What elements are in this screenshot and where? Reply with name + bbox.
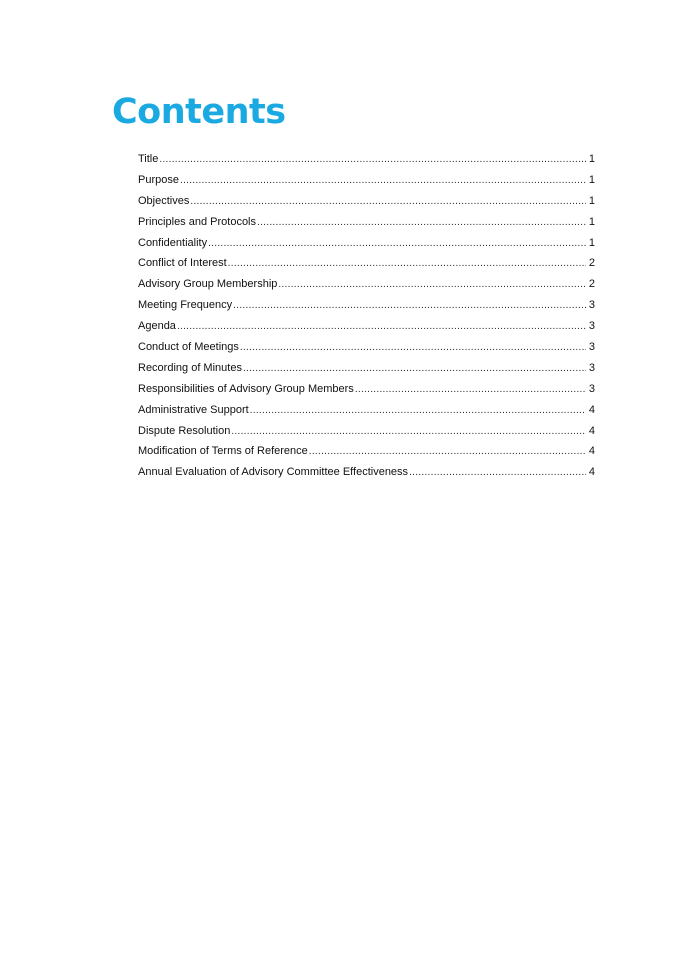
toc-entry-label: Confidentiality xyxy=(138,236,208,249)
toc-entry-label: Administrative Support xyxy=(138,403,249,416)
toc-entry-page-number: 1 xyxy=(588,153,595,165)
toc-entry[interactable] xyxy=(138,466,595,487)
toc-entry-page-number: 1 xyxy=(588,173,595,186)
toc-entry[interactable] xyxy=(138,174,595,195)
toc-entry-label: Objectives xyxy=(138,194,190,207)
toc-entry-page-number: 3 xyxy=(588,382,595,395)
toc-entry-page-number: 4 xyxy=(588,445,595,458)
toc-entry[interactable] xyxy=(138,195,595,216)
dot-leader xyxy=(240,342,586,353)
toc-entry-label: Modification of Terms of Reference xyxy=(138,445,308,458)
dot-leader xyxy=(159,154,586,165)
toc-entry-page-number: 2 xyxy=(588,257,595,270)
toc-entry-page-number: 1 xyxy=(588,236,595,249)
dot-leader xyxy=(177,321,586,332)
toc-entry-page-number: 1 xyxy=(588,194,595,207)
dot-leader xyxy=(409,467,586,478)
toc-entry[interactable] xyxy=(138,278,595,299)
dot-leader xyxy=(257,217,586,228)
toc-entry[interactable] xyxy=(138,383,595,404)
toc-entry-label: Recording of Minutes xyxy=(138,361,242,374)
dot-leader xyxy=(180,175,586,186)
toc-entry-label: Meeting Frequency xyxy=(138,299,233,312)
toc-entry-label: Conflict of Interest xyxy=(138,257,227,270)
dot-leader xyxy=(243,363,586,374)
toc-entry-page-number: 3 xyxy=(588,320,595,333)
toc-entry-page-number: 4 xyxy=(588,466,595,479)
toc-entry[interactable] xyxy=(138,425,595,446)
toc-entry[interactable] xyxy=(138,320,595,341)
toc-entry-page-number: 3 xyxy=(588,361,595,374)
dot-leader xyxy=(208,238,586,249)
toc-entry-label: Annual Evaluation of Advisory Committee Effectiveness xyxy=(138,466,409,479)
toc-entry-label: Responsibilities of Advisory Group Members xyxy=(138,382,354,395)
toc-entry[interactable] xyxy=(138,153,595,174)
toc-entry-label: Dispute Resolution xyxy=(138,424,231,437)
toc-entry-label: Purpose xyxy=(138,173,179,186)
toc-entry[interactable] xyxy=(138,216,595,237)
dot-leader xyxy=(190,196,586,207)
toc-entry-page-number: 3 xyxy=(588,299,595,312)
toc-entry[interactable] xyxy=(138,404,595,425)
toc-entry[interactable] xyxy=(138,341,595,362)
page-title: Contents xyxy=(112,92,286,132)
dot-leader xyxy=(309,446,586,457)
toc-entry-label: Advisory Group Membership xyxy=(138,278,278,291)
dot-leader xyxy=(250,405,586,416)
dot-leader xyxy=(231,426,586,437)
toc-entry[interactable] xyxy=(138,362,595,383)
toc-entry-label: Principles and Protocols xyxy=(138,215,257,228)
dot-leader xyxy=(228,258,586,269)
dot-leader xyxy=(278,279,586,290)
toc-entry[interactable] xyxy=(138,257,595,278)
dot-leader xyxy=(233,300,586,311)
dot-leader xyxy=(355,384,586,395)
toc-entry[interactable] xyxy=(138,445,595,466)
toc-entry-label: Conduct of Meetings xyxy=(138,341,239,354)
toc-entry-page-number: 1 xyxy=(588,215,595,228)
toc-entry-page-number: 3 xyxy=(588,341,595,354)
toc-entry-page-number: 4 xyxy=(588,424,595,437)
table-of-contents xyxy=(138,153,595,487)
toc-entry[interactable] xyxy=(138,237,595,258)
toc-entry-label: Agenda xyxy=(138,320,176,333)
toc-entry-page-number: 2 xyxy=(588,278,595,291)
toc-entry-label: Title xyxy=(138,153,159,165)
toc-entry[interactable] xyxy=(138,299,595,320)
toc-entry-page-number: 4 xyxy=(588,403,595,416)
